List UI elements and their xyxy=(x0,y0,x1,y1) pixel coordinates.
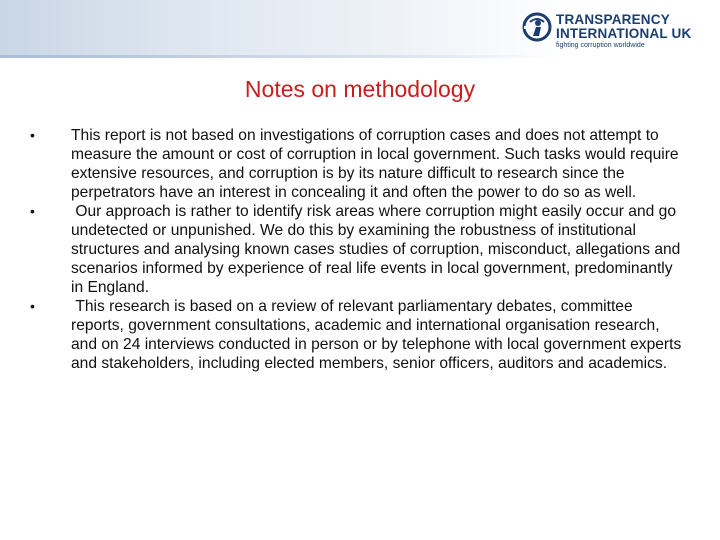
bullet-point: • xyxy=(30,298,35,314)
slide-title: Notes on methodology xyxy=(244,76,476,102)
bullet-list xyxy=(28,126,688,373)
logo-line-2: INTERNATIONAL UK xyxy=(556,26,692,41)
bullet-item xyxy=(28,297,688,373)
logo-tagline: fighting corruption worldwide xyxy=(556,42,645,49)
bullet-item xyxy=(28,202,688,297)
logo-line-1: TRANSPARENCY xyxy=(556,12,670,27)
bullet-text: This report is not based on investigations of corruption cases and does not attempt to measure the amount or cost of corruption in local government. Such tasks would require extensive resources, and corruption is by its nature difficult to research since the perpetrators have an interest in concealing it and often the power to do so as well. xyxy=(71,127,683,201)
bullet-item xyxy=(28,126,688,202)
bullet-point: • xyxy=(30,127,35,143)
bullet-point: • xyxy=(30,203,35,219)
globe-person-icon xyxy=(522,12,552,42)
transparency-international-uk-logo xyxy=(522,12,712,52)
bullet-text: Our approach is rather to identify risk areas where corruption might easily occur and go undetected or unpunished. We do this by examining the robustness of institutional structures and analysing known cases studies of corruption, misconduct, allegations and scenarios informed by experience of real life events in local government, predominantly in England. xyxy=(71,203,685,296)
bullet-text: This research is based on a review of relevant parliamentary debates, committee reports, government consultations, academic and international organisation research, and on 24 interviews conducted in person or by telephone with local government experts and stakeholders, including elected members, senior officers, auditors and academics. xyxy=(71,298,686,372)
